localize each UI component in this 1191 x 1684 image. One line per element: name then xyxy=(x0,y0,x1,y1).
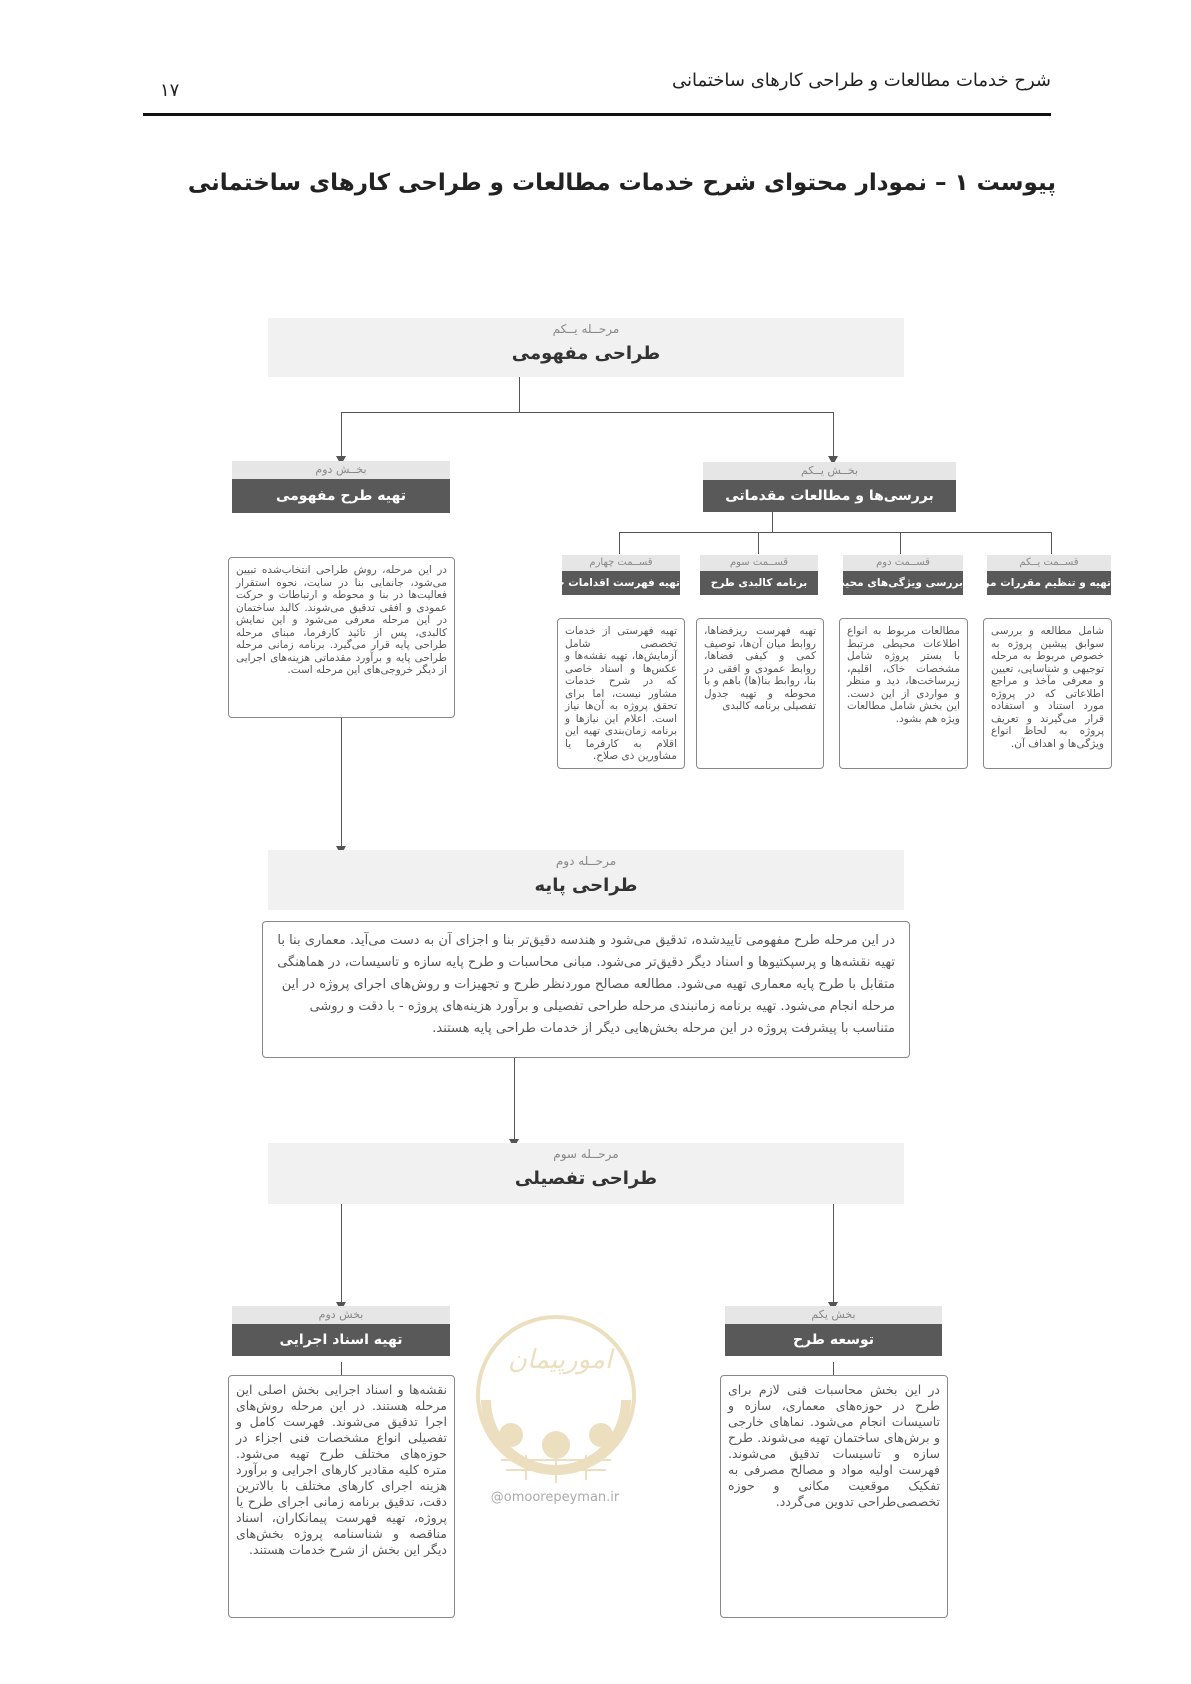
connector-line xyxy=(833,1204,834,1304)
stage-3-section-1-header xyxy=(725,1306,942,1356)
section-title: توسعه طرح xyxy=(725,1324,942,1356)
section-label: بخش دوم xyxy=(232,1306,450,1324)
stage-1-label: مرحــله یــکم xyxy=(552,322,620,336)
connector-line xyxy=(341,1362,342,1375)
stage-1-section-2-header xyxy=(232,461,450,513)
part-label: قســمت یــکم xyxy=(987,555,1111,571)
stage-2-title: طراحی پایه xyxy=(534,875,638,896)
part-3-header xyxy=(700,555,818,595)
stage-1-title: طراحی مفهومی xyxy=(511,343,661,364)
part-title: تهیه فهرست اقدامات جانبی xyxy=(562,571,680,595)
stage-3-title: طراحی تفصیلی xyxy=(514,1168,658,1189)
stage-3-section-2-header xyxy=(232,1306,450,1356)
connector-line xyxy=(341,718,342,848)
section-label: بخــش دوم xyxy=(232,461,450,479)
stage-3-section-2-text: نقشه‌ها و اسناد اجرایی بخش اصلی این مرحله هستند. در این مرحله روش‌های اجرا تدقیق می‌شوند. فهرست کامل و تفصیلی انواع مشخصات فنی اجزاء در حوزه‌های مختلف طرح تهیه می‌شود. متره کلیه مقادیر کارهای اجرایی و برآورد هزینه اجرای کارهای مختلف با بالاترین دقت، تدقیق برنامه زمانی اجرای طرح یا پروژه، تهیه فهرست پیمانکاران، اسناد مناقصه و شناسنامه پروژه بخش‌های دیگر این بخش از شرح خدمات هستند. xyxy=(228,1375,455,1618)
watermark-logo xyxy=(466,1305,646,1495)
part-title: بررسی ویژگی‌های محیطی xyxy=(843,571,963,595)
part-1-text: شامل مطالعه و بررسی سوابق پیشین پروژه به خصوص مربوط به مرحله توجیهی و شناسایی، تعیین و معرفی مآخذ و مراجع اطلاعاتی که در پروژه مورد استناد و استفاده قرار می‌گیرند و تعریف پروژه به لحاظ انواع ویژگی‌ها و اهداف آن. xyxy=(983,618,1112,769)
part-2-text: مطالعات مربوط به انواع اطلاعات محیطی مرتبط با بستر پروژه شامل مشخصات خاک، اقلیم، زیرساخت‌ها، دید و منظر و مواردی از این دست. این بخش شامل مطالعات ویژه هم بشود. xyxy=(839,618,968,769)
stage-1-section-1-header xyxy=(703,462,956,512)
connector-line xyxy=(341,412,834,413)
connector-line xyxy=(772,512,773,532)
part-title: برنامه کالبدی طرح xyxy=(700,571,818,595)
connector-line xyxy=(1051,532,1052,554)
part-label: قســمت سوم xyxy=(700,555,818,571)
connector-line xyxy=(833,1362,834,1375)
section-title: تهیه طرح مفهومی xyxy=(232,479,450,513)
part-2-header xyxy=(824,555,963,595)
connector-line xyxy=(619,532,1052,533)
connector-line xyxy=(514,1058,515,1142)
part-label: قســمت دوم xyxy=(843,555,963,571)
part-4-header xyxy=(534,555,680,595)
part-title: تهیه و تنظیم مقررات مرجع xyxy=(987,571,1111,595)
connector-line xyxy=(758,532,759,554)
part-3-text: تهیه فهرست ریزفضاها، روابط میان آن‌ها، توصیف کمی و کیفی فضاها، روابط عمودی و افقی در بنا، روابط بنا(ها) باهم و با محوطه و تهیه جدول تفصیلی برنامه کالبدی xyxy=(696,618,824,769)
part-label: قســمت چهارم xyxy=(562,555,680,571)
stage-2-label: مرحــله دوم xyxy=(555,854,617,868)
part-4-text: تهیه فهرستی از خدمات تخصصی شامل آزمایش‌ها، تهیه نقشه‌ها و عکس‌ها و اسناد خاصی که در شرح خدمات مشاور نیست، اما برای تحقق پروژه به آن‌ها نیاز است. اعلام این نیازها و برنامه زمان‌بندی تهیه این اقلام به کارفرما یا مشاورین ذی صلاح. xyxy=(557,618,685,769)
stage-1-box xyxy=(268,318,904,377)
connector-line xyxy=(900,532,901,554)
connector-line xyxy=(519,377,520,413)
section-label: بخــش یــکم xyxy=(703,462,956,480)
section-label: بخش یکم xyxy=(725,1306,942,1324)
watermark-url: @omoorepeyman.ir xyxy=(490,1490,620,1505)
connector-line xyxy=(619,532,620,554)
page-number: ۱۷ xyxy=(160,80,180,101)
stage-2-text: در این مرحله طرح مفهومی تاییدشده، تدقیق می‌شود و هندسه دقیق‌تر بنا و اجزای آن به دست می‌آید. معماری بنا با تهیه نقشه‌ها و پرسپکتیوها و اسناد دیگر دقیق‌تر می‌شود. مبانی محاسبات و طرح پایه سازه و تاسیسات، در هماهنگی متقابل با طرح پایه معماری تهیه می‌شود. مطالعه مصالح موردنظر طرح و تجهیزات و روش‌های اجرای پروژه در این مرحله انجام می‌شود. تهیه برنامه زمانبندی مرحله طراحی تفصیلی و برآورد هزینه‌های پروژه - با دقت و روشی متناسب با پیشرفت پروژه در این مرحله بخش‌هایی دیگر از خدمات طراحی پایه هستند. xyxy=(262,921,910,1058)
watermark-logo-text: امورپیمان xyxy=(507,1345,613,1375)
stage-2-box xyxy=(268,850,904,910)
stage-1-section-2-text: در این مرحله، روش طراحی انتخاب‌شده تبیین می‌شود، جانمایی بنا در سایت، نحوه استقرار فعالیت‌ها در بنا و محوطه و ارتباطات و حرکت عمودی و افقی تدقیق می‌شوند. کالبد ساختمان در این مرحله معرفی می‌شود و این نمایش کالبدی، پس از تائید کارفرما، مبنای مرحله طراحی پایه قرار می‌گیرد. برنامه زمانی مرحله طراحی پایه و برآورد مقدماتی هزینه‌های اجرایی از دیگر خروجی‌های این مرحله است. xyxy=(228,557,455,718)
connector-line xyxy=(833,412,834,460)
connector-line xyxy=(341,1204,342,1304)
connector-line xyxy=(341,412,342,460)
annex-title: پیوست ۱ – نمودار محتوای شرح خدمات مطالعات و طراحی کارهای ساختمانی xyxy=(187,170,1056,196)
header-divider xyxy=(143,113,1051,116)
stage-3-label: مرحــله سوم xyxy=(553,1147,619,1161)
section-title: تهیه اسناد اجرایی xyxy=(232,1324,450,1356)
stage-3-box xyxy=(268,1143,904,1204)
section-title: بررسی‌ها و مطالعات مقدماتی xyxy=(703,480,956,512)
part-1-header xyxy=(968,555,1111,595)
stage-3-section-1-text: در این بخش محاسبات فنی لازم برای طرح در حوزه‌های معماری، سازه و تاسیسات انجام می‌شود. نماهای خارجی و برش‌های ساختمان تهیه می‌شوند. طرح سازه و تاسیسات تدقیق می‌شوند. فهرست اولیه مواد و مصالح مصرفی به تفکیک موقعیت مکانی و حوزه تخصصی‌طراحی تدوین می‌گردد. xyxy=(720,1375,948,1618)
running-header-title: شرح خدمات مطالعات و طراحی کارهای ساختمانی xyxy=(671,70,1051,91)
